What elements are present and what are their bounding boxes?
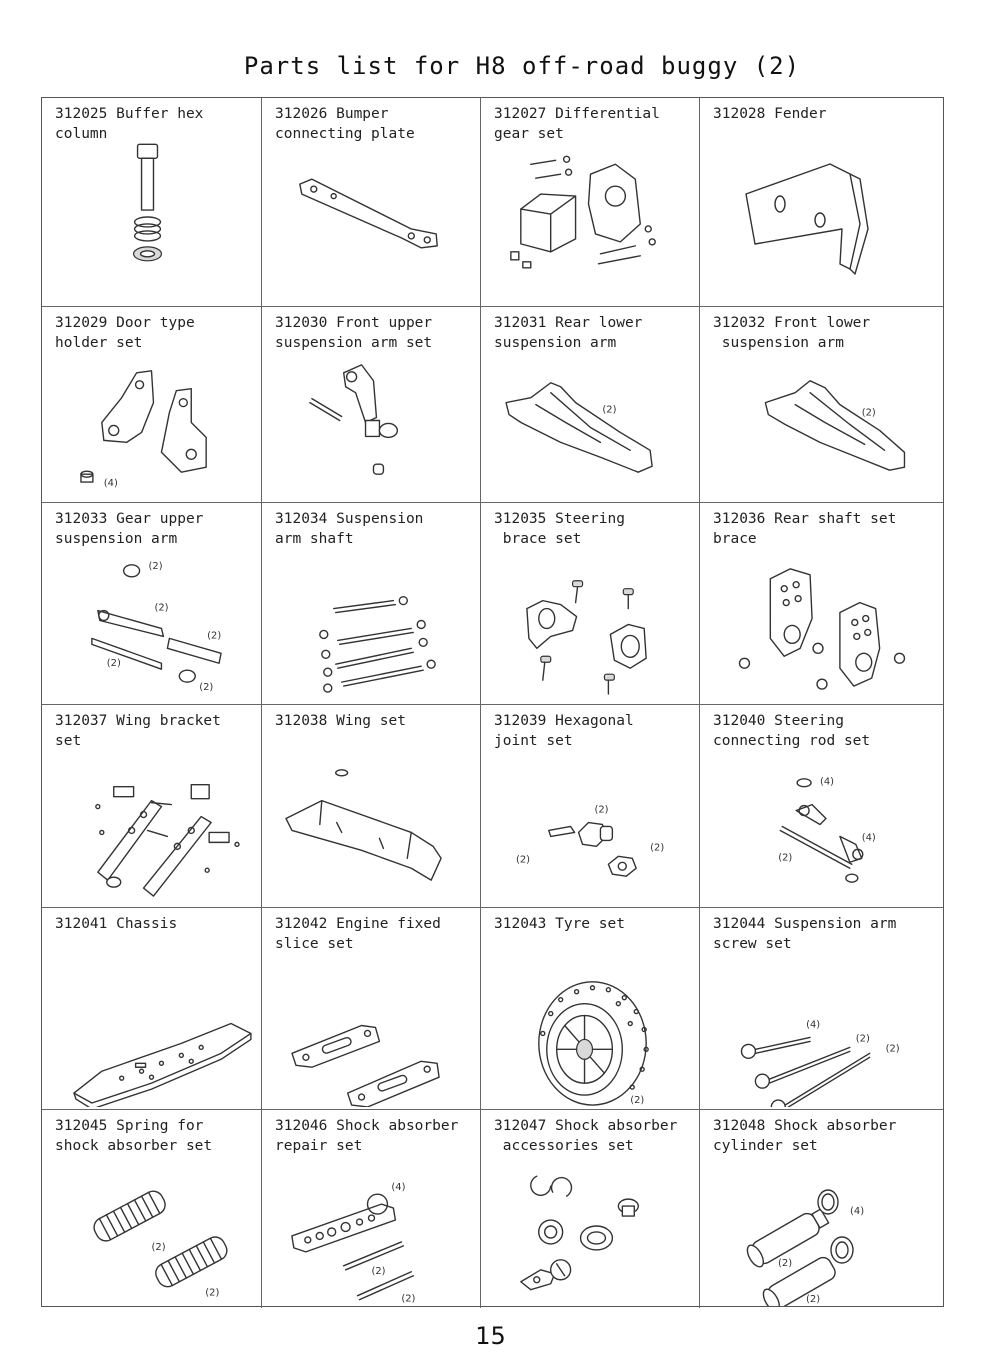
qty-label: (2) (806, 1294, 821, 1305)
qty-label: (4) (820, 776, 835, 788)
part-cell-312036 (700, 503, 943, 705)
part-cell-312042 (262, 908, 481, 1110)
part-label: 312043 Tyre set (494, 916, 625, 932)
page-title: Parts list for H8 off-road buggy (2) (243, 52, 801, 80)
part-label: 312031 Rear lower suspension arm (494, 315, 643, 351)
arm-screw-icon (700, 944, 943, 1107)
part-label: 312045 Spring for shock absorber set (55, 1118, 213, 1154)
front-lower-arm-icon (700, 343, 943, 500)
part-cell-312037 (42, 705, 262, 908)
qty-label: (2) (630, 1095, 645, 1107)
chassis-icon (42, 944, 261, 1107)
part-label: 312047 Shock absorber accessories set (494, 1118, 678, 1154)
part-label: 312037 Wing bracket set (55, 713, 221, 749)
arm-shaft-icon (262, 539, 480, 702)
differential-gear-icon (481, 134, 699, 304)
qty-label: (2) (594, 804, 609, 816)
part-cell-312044 (700, 908, 943, 1110)
shock-repair-icon (262, 1146, 480, 1306)
qty-label: (4) (861, 832, 876, 844)
shock-cylinder-icon (700, 1146, 943, 1306)
part-label: 312040 Steering connecting rod set (713, 713, 871, 749)
door-holder-icon (42, 343, 261, 500)
part-cell-312026 (262, 98, 481, 307)
qty-label: (2) (199, 682, 214, 694)
part-cell-312035 (481, 503, 700, 705)
part-cell-312029 (42, 307, 262, 503)
qty-label: (2) (148, 560, 163, 572)
part-label: 312026 Bumper connecting plate (275, 106, 415, 142)
part-label: 312030 Front upper suspension arm set (275, 315, 433, 351)
part-cell-312027 (481, 98, 700, 307)
tyre-icon (481, 944, 699, 1107)
part-label: 312036 Rear shaft set brace (713, 511, 897, 547)
steering-rod-icon (700, 741, 943, 905)
gear-upper-arm-icon (42, 539, 261, 702)
part-cell-312048 (700, 1110, 943, 1308)
part-cell-312039 (481, 705, 700, 908)
part-label: 312041 Chassis (55, 916, 178, 932)
part-label: 312029 Door type holder set (55, 315, 195, 351)
fender-icon (700, 134, 943, 304)
qty-label: (4) (850, 1206, 865, 1217)
qty-label: (2) (861, 407, 876, 419)
buffer-hex-column-icon (42, 134, 261, 304)
shock-spring-icon (42, 1146, 261, 1306)
qty-label: (2) (106, 658, 121, 670)
part-cell-312040 (700, 705, 943, 908)
part-label: 312035 Steering brace set (494, 511, 625, 547)
front-upper-arm-icon (262, 343, 480, 500)
qty-label: (2) (154, 602, 169, 614)
part-cell-312025 (42, 98, 262, 307)
part-cell-312030 (262, 307, 481, 503)
part-cell-312034 (262, 503, 481, 705)
engine-slice-icon (262, 944, 480, 1107)
qty-label: (2) (778, 1258, 793, 1269)
part-cell-312041 (42, 908, 262, 1110)
part-cell-312045 (42, 1110, 262, 1308)
part-label: 312032 Front lower suspension arm (713, 315, 871, 351)
qty-label: (2) (778, 852, 793, 864)
shock-accessories-icon (481, 1146, 699, 1306)
part-label: 312028 Fender (713, 106, 827, 122)
part-label: 312046 Shock absorber repair set (275, 1118, 459, 1154)
hex-joint-icon (481, 741, 699, 905)
qty-label: (2) (371, 1265, 386, 1277)
rear-lower-arm-icon (481, 343, 699, 500)
qty-label: (4) (391, 1182, 406, 1194)
qty-label: (2) (205, 1287, 220, 1299)
rear-shaft-brace-icon (700, 539, 943, 702)
part-cell-312033 (42, 503, 262, 705)
part-cell-312038 (262, 705, 481, 908)
part-cell-312031 (481, 307, 700, 503)
steering-brace-icon (481, 539, 699, 702)
qty-label: (2) (602, 404, 617, 416)
qty-label: (4) (806, 1019, 821, 1031)
part-label: 312027 Differential gear set (494, 106, 660, 142)
qty-label: (2) (885, 1043, 900, 1055)
part-label: 312048 Shock absorber cylinder set (713, 1118, 897, 1154)
qty-label: (2) (650, 842, 665, 854)
part-cell-312043 (481, 908, 700, 1110)
wing-bracket-icon (42, 741, 261, 905)
qty-label: (2) (151, 1241, 166, 1253)
part-label: 312038 Wing set (275, 713, 406, 729)
qty-label: (4) (103, 478, 118, 490)
part-label: 312034 Suspension arm shaft (275, 511, 424, 547)
part-label: 312042 Engine fixed slice set (275, 916, 441, 952)
bumper-plate-icon (262, 134, 480, 304)
part-cell-312032 (700, 307, 943, 503)
part-label: 312044 Suspension arm screw set (713, 916, 897, 952)
part-label: 312025 Buffer hex column (55, 106, 204, 142)
parts-grid (41, 97, 944, 1307)
qty-label: (2) (855, 1033, 870, 1045)
qty-label: (2) (515, 854, 531, 866)
wing-icon (262, 741, 480, 905)
part-cell-312047 (481, 1110, 700, 1308)
qty-label: (2) (401, 1293, 416, 1305)
part-label: 312033 Gear upper suspension arm (55, 511, 204, 547)
page-number: 15 (475, 1322, 506, 1350)
part-label: 312039 Hexagonal joint set (494, 713, 634, 749)
qty-label: (2) (207, 630, 222, 642)
part-cell-312028 (700, 98, 943, 307)
part-cell-312046 (262, 1110, 481, 1308)
